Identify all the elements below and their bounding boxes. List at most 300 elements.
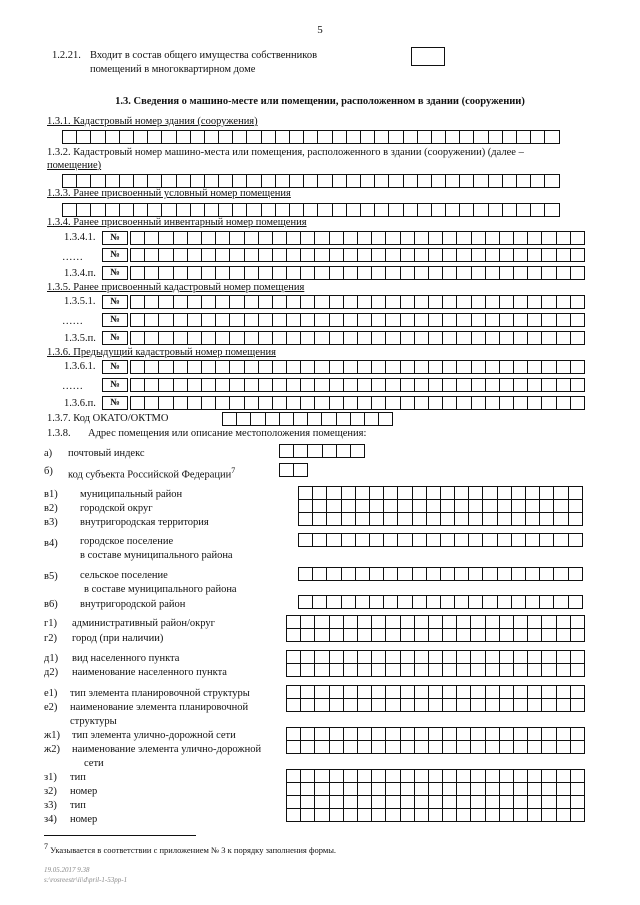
input-cell[interactable] bbox=[204, 203, 219, 217]
input-cell[interactable] bbox=[456, 685, 471, 699]
input-cell[interactable] bbox=[357, 663, 372, 677]
input-cell[interactable] bbox=[300, 740, 315, 754]
input-cell[interactable] bbox=[456, 769, 471, 783]
input-cell[interactable] bbox=[541, 769, 556, 783]
input-cell[interactable] bbox=[556, 685, 571, 699]
input-cell[interactable] bbox=[539, 512, 554, 526]
input-cell[interactable] bbox=[314, 266, 329, 280]
input-cell[interactable] bbox=[516, 174, 531, 188]
input-cell[interactable] bbox=[286, 769, 301, 783]
input-cell[interactable] bbox=[485, 663, 500, 677]
input-cell[interactable] bbox=[414, 727, 429, 741]
input-cell[interactable] bbox=[272, 360, 287, 374]
input-cell[interactable] bbox=[454, 567, 469, 581]
input-cell[interactable] bbox=[456, 266, 471, 280]
input-cell[interactable] bbox=[556, 663, 571, 677]
input-cell[interactable] bbox=[570, 313, 585, 327]
input-cell[interactable] bbox=[357, 615, 372, 629]
input-cell[interactable] bbox=[400, 769, 415, 783]
input-cell[interactable] bbox=[414, 266, 429, 280]
input-cell[interactable] bbox=[400, 795, 415, 809]
inventory-number-mid-grid[interactable] bbox=[102, 248, 585, 262]
input-cell[interactable] bbox=[329, 396, 344, 410]
input-cell[interactable] bbox=[428, 378, 443, 392]
input-cell[interactable] bbox=[553, 533, 568, 547]
input-cell[interactable] bbox=[556, 650, 571, 664]
input-cell[interactable] bbox=[286, 231, 301, 245]
input-cell[interactable] bbox=[513, 396, 528, 410]
input-cell[interactable] bbox=[388, 130, 403, 144]
input-cell[interactable] bbox=[343, 740, 358, 754]
input-cell[interactable] bbox=[336, 412, 351, 426]
input-cell[interactable] bbox=[385, 650, 400, 664]
settlement-type-grid[interactable] bbox=[286, 650, 585, 664]
input-cell[interactable] bbox=[485, 313, 500, 327]
input-cell[interactable] bbox=[497, 595, 512, 609]
input-cell[interactable] bbox=[400, 727, 415, 741]
input-cell[interactable] bbox=[314, 396, 329, 410]
input-cell[interactable] bbox=[440, 486, 455, 500]
input-cell[interactable] bbox=[400, 331, 415, 345]
input-cell[interactable] bbox=[570, 248, 585, 262]
input-cell[interactable] bbox=[300, 295, 315, 309]
input-cell[interactable] bbox=[62, 130, 77, 144]
input-cell[interactable] bbox=[76, 130, 91, 144]
input-cell[interactable] bbox=[456, 331, 471, 345]
input-cell[interactable] bbox=[144, 378, 159, 392]
input-cell[interactable] bbox=[511, 595, 526, 609]
input-cell[interactable] bbox=[355, 595, 370, 609]
input-cell[interactable] bbox=[360, 130, 375, 144]
input-cell[interactable] bbox=[513, 231, 528, 245]
input-cell[interactable] bbox=[442, 628, 457, 642]
input-cell[interactable] bbox=[400, 378, 415, 392]
input-cell[interactable] bbox=[222, 412, 237, 426]
input-cell[interactable] bbox=[556, 295, 571, 309]
input-cell[interactable] bbox=[329, 266, 344, 280]
input-cell[interactable] bbox=[527, 331, 542, 345]
input-cell[interactable] bbox=[300, 615, 315, 629]
input-cell[interactable] bbox=[499, 782, 514, 796]
input-cell[interactable] bbox=[279, 444, 294, 458]
input-cell[interactable] bbox=[144, 231, 159, 245]
input-cell[interactable] bbox=[513, 615, 528, 629]
input-cell[interactable] bbox=[485, 795, 500, 809]
input-cell[interactable] bbox=[232, 174, 247, 188]
input-cell[interactable] bbox=[431, 203, 446, 217]
input-cell[interactable] bbox=[187, 231, 202, 245]
input-cell[interactable] bbox=[442, 727, 457, 741]
input-cell[interactable] bbox=[158, 378, 173, 392]
input-cell[interactable] bbox=[502, 130, 517, 144]
input-cell[interactable] bbox=[161, 174, 176, 188]
input-cell[interactable] bbox=[556, 769, 571, 783]
input-cell[interactable] bbox=[516, 130, 531, 144]
input-cell[interactable] bbox=[90, 130, 105, 144]
input-cell[interactable] bbox=[412, 512, 427, 526]
input-cell[interactable] bbox=[414, 615, 429, 629]
input-cell[interactable] bbox=[329, 727, 344, 741]
input-cell[interactable] bbox=[513, 331, 528, 345]
input-cell[interactable] bbox=[161, 130, 176, 144]
input-cell[interactable] bbox=[355, 512, 370, 526]
input-cell[interactable] bbox=[133, 174, 148, 188]
input-cell[interactable] bbox=[130, 295, 145, 309]
input-cell[interactable] bbox=[385, 615, 400, 629]
input-cell[interactable] bbox=[556, 360, 571, 374]
input-cell[interactable] bbox=[300, 266, 315, 280]
input-cell[interactable] bbox=[527, 313, 542, 327]
input-cell[interactable] bbox=[314, 740, 329, 754]
input-cell[interactable] bbox=[369, 512, 384, 526]
input-cell[interactable] bbox=[397, 533, 412, 547]
input-cell[interactable] bbox=[527, 360, 542, 374]
input-cell[interactable] bbox=[541, 782, 556, 796]
input-cell[interactable] bbox=[133, 130, 148, 144]
input-cell[interactable] bbox=[482, 486, 497, 500]
input-cell[interactable] bbox=[371, 396, 386, 410]
input-cell[interactable] bbox=[314, 360, 329, 374]
input-cell[interactable] bbox=[244, 396, 259, 410]
input-cell[interactable] bbox=[298, 567, 313, 581]
input-cell[interactable] bbox=[513, 808, 528, 822]
input-cell[interactable] bbox=[414, 795, 429, 809]
input-cell[interactable] bbox=[314, 313, 329, 327]
input-cell[interactable] bbox=[314, 782, 329, 796]
input-cell[interactable] bbox=[428, 266, 443, 280]
input-cell[interactable] bbox=[511, 499, 526, 513]
input-cell[interactable] bbox=[246, 130, 261, 144]
input-cell[interactable] bbox=[383, 486, 398, 500]
input-cell[interactable] bbox=[289, 174, 304, 188]
input-cell[interactable] bbox=[511, 533, 526, 547]
input-cell[interactable] bbox=[456, 396, 471, 410]
input-cell[interactable] bbox=[130, 248, 145, 262]
input-cell[interactable] bbox=[513, 727, 528, 741]
input-cell[interactable] bbox=[355, 533, 370, 547]
municipal-grid-2[interactable] bbox=[298, 499, 583, 513]
input-cell[interactable] bbox=[371, 769, 386, 783]
item-1-2-21-checkbox[interactable] bbox=[411, 47, 445, 66]
input-cell[interactable] bbox=[261, 203, 276, 217]
input-cell[interactable] bbox=[456, 782, 471, 796]
input-cell[interactable] bbox=[541, 615, 556, 629]
input-cell[interactable] bbox=[286, 650, 301, 664]
input-cell[interactable] bbox=[488, 203, 503, 217]
input-cell[interactable] bbox=[570, 378, 585, 392]
input-cell[interactable] bbox=[314, 727, 329, 741]
input-cell[interactable] bbox=[300, 628, 315, 642]
input-cell[interactable] bbox=[570, 628, 585, 642]
input-cell[interactable] bbox=[470, 663, 485, 677]
input-cell[interactable] bbox=[454, 512, 469, 526]
input-cell[interactable] bbox=[539, 533, 554, 547]
input-cell[interactable] bbox=[470, 795, 485, 809]
input-cell[interactable] bbox=[265, 412, 280, 426]
input-cell[interactable] bbox=[286, 740, 301, 754]
input-cell[interactable] bbox=[357, 769, 372, 783]
input-cell[interactable] bbox=[130, 360, 145, 374]
previous-cadastral-n-grid[interactable] bbox=[102, 396, 585, 410]
input-cell[interactable] bbox=[258, 313, 273, 327]
input-cell[interactable] bbox=[147, 174, 162, 188]
input-cell[interactable] bbox=[470, 740, 485, 754]
input-cell[interactable] bbox=[350, 444, 365, 458]
input-cell[interactable] bbox=[385, 685, 400, 699]
input-cell[interactable] bbox=[385, 396, 400, 410]
input-cell[interactable] bbox=[326, 533, 341, 547]
input-cell[interactable] bbox=[286, 782, 301, 796]
input-cell[interactable] bbox=[357, 698, 372, 712]
input-cell[interactable] bbox=[556, 740, 571, 754]
input-cell[interactable] bbox=[357, 782, 372, 796]
input-cell[interactable] bbox=[355, 567, 370, 581]
input-cell[interactable] bbox=[355, 486, 370, 500]
input-cell[interactable] bbox=[497, 567, 512, 581]
input-cell[interactable] bbox=[258, 295, 273, 309]
input-cell[interactable] bbox=[541, 248, 556, 262]
input-cell[interactable] bbox=[570, 396, 585, 410]
input-cell[interactable] bbox=[161, 203, 176, 217]
input-cell[interactable] bbox=[385, 295, 400, 309]
input-cell[interactable] bbox=[428, 615, 443, 629]
input-cell[interactable] bbox=[307, 412, 322, 426]
input-cell[interactable] bbox=[426, 499, 441, 513]
input-cell[interactable] bbox=[246, 203, 261, 217]
input-cell[interactable] bbox=[201, 295, 216, 309]
input-cell[interactable] bbox=[332, 203, 347, 217]
input-cell[interactable] bbox=[357, 727, 372, 741]
input-cell[interactable] bbox=[400, 313, 415, 327]
input-cell[interactable] bbox=[201, 266, 216, 280]
input-cell[interactable] bbox=[499, 769, 514, 783]
input-cell[interactable] bbox=[470, 782, 485, 796]
input-cell[interactable] bbox=[468, 499, 483, 513]
input-cell[interactable] bbox=[485, 769, 500, 783]
input-cell[interactable] bbox=[173, 396, 188, 410]
input-cell[interactable] bbox=[300, 727, 315, 741]
input-cell[interactable] bbox=[144, 248, 159, 262]
input-cell[interactable] bbox=[541, 313, 556, 327]
input-cell[interactable] bbox=[244, 231, 259, 245]
input-cell[interactable] bbox=[400, 266, 415, 280]
input-cell[interactable] bbox=[341, 512, 356, 526]
input-cell[interactable] bbox=[428, 650, 443, 664]
input-cell[interactable] bbox=[499, 795, 514, 809]
input-cell[interactable] bbox=[300, 663, 315, 677]
input-cell[interactable] bbox=[556, 727, 571, 741]
input-cell[interactable] bbox=[568, 533, 583, 547]
input-cell[interactable] bbox=[173, 331, 188, 345]
input-cell[interactable] bbox=[454, 499, 469, 513]
input-cell[interactable] bbox=[119, 130, 134, 144]
input-cell[interactable] bbox=[525, 595, 540, 609]
input-cell[interactable] bbox=[470, 685, 485, 699]
input-cell[interactable] bbox=[343, 378, 358, 392]
input-cell[interactable] bbox=[326, 567, 341, 581]
input-cell[interactable] bbox=[442, 795, 457, 809]
input-cell[interactable] bbox=[190, 130, 205, 144]
input-cell[interactable] bbox=[473, 130, 488, 144]
input-cell[interactable] bbox=[357, 808, 372, 822]
input-cell[interactable] bbox=[412, 486, 427, 500]
input-cell[interactable] bbox=[343, 727, 358, 741]
input-cell[interactable] bbox=[329, 615, 344, 629]
input-cell[interactable] bbox=[286, 248, 301, 262]
input-cell[interactable] bbox=[357, 295, 372, 309]
input-cell[interactable] bbox=[300, 231, 315, 245]
input-cell[interactable] bbox=[485, 360, 500, 374]
input-cell[interactable] bbox=[440, 595, 455, 609]
input-cell[interactable] bbox=[286, 698, 301, 712]
input-cell[interactable] bbox=[570, 685, 585, 699]
input-cell[interactable] bbox=[215, 266, 230, 280]
input-cell[interactable] bbox=[371, 663, 386, 677]
input-cell[interactable] bbox=[482, 499, 497, 513]
input-cell[interactable] bbox=[105, 174, 120, 188]
input-cell[interactable] bbox=[527, 266, 542, 280]
input-cell[interactable] bbox=[568, 499, 583, 513]
input-cell[interactable] bbox=[426, 533, 441, 547]
input-cell[interactable] bbox=[187, 396, 202, 410]
input-cell[interactable] bbox=[329, 650, 344, 664]
input-cell[interactable] bbox=[341, 486, 356, 500]
inventory-number-1-grid[interactable] bbox=[102, 231, 585, 245]
input-cell[interactable] bbox=[314, 650, 329, 664]
input-cell[interactable] bbox=[314, 231, 329, 245]
input-cell[interactable] bbox=[499, 231, 514, 245]
input-cell[interactable] bbox=[343, 331, 358, 345]
input-cell[interactable] bbox=[229, 313, 244, 327]
input-cell[interactable] bbox=[275, 130, 290, 144]
input-cell[interactable] bbox=[556, 615, 571, 629]
input-cell[interactable] bbox=[130, 331, 145, 345]
input-cell[interactable] bbox=[133, 203, 148, 217]
input-cell[interactable] bbox=[442, 663, 457, 677]
input-cell[interactable] bbox=[488, 130, 503, 144]
input-cell[interactable] bbox=[293, 412, 308, 426]
input-cell[interactable] bbox=[513, 663, 528, 677]
input-cell[interactable] bbox=[485, 740, 500, 754]
input-cell[interactable] bbox=[426, 486, 441, 500]
input-cell[interactable] bbox=[414, 663, 429, 677]
input-cell[interactable] bbox=[570, 663, 585, 677]
input-cell[interactable] bbox=[229, 360, 244, 374]
input-cell[interactable] bbox=[570, 231, 585, 245]
prev-cadastral-mid-grid[interactable] bbox=[102, 313, 585, 327]
input-cell[interactable] bbox=[343, 248, 358, 262]
input-cell[interactable] bbox=[541, 808, 556, 822]
input-cell[interactable] bbox=[173, 231, 188, 245]
input-cell[interactable] bbox=[385, 782, 400, 796]
input-cell[interactable] bbox=[414, 628, 429, 642]
input-cell[interactable] bbox=[513, 628, 528, 642]
input-cell[interactable] bbox=[485, 685, 500, 699]
input-cell[interactable] bbox=[314, 663, 329, 677]
planning-element-name-grid[interactable] bbox=[286, 698, 585, 712]
input-cell[interactable] bbox=[497, 533, 512, 547]
input-cell[interactable] bbox=[312, 595, 327, 609]
input-cell[interactable] bbox=[414, 378, 429, 392]
input-cell[interactable] bbox=[173, 295, 188, 309]
input-cell[interactable] bbox=[293, 463, 308, 477]
input-cell[interactable] bbox=[76, 174, 91, 188]
input-cell[interactable] bbox=[541, 231, 556, 245]
input-cell[interactable] bbox=[527, 769, 542, 783]
input-cell[interactable] bbox=[400, 808, 415, 822]
input-cell[interactable] bbox=[570, 615, 585, 629]
input-cell[interactable] bbox=[286, 360, 301, 374]
input-cell[interactable] bbox=[312, 512, 327, 526]
input-cell[interactable] bbox=[570, 808, 585, 822]
input-cell[interactable] bbox=[173, 378, 188, 392]
input-cell[interactable] bbox=[187, 266, 202, 280]
input-cell[interactable] bbox=[190, 203, 205, 217]
input-cell[interactable] bbox=[541, 628, 556, 642]
input-cell[interactable] bbox=[568, 512, 583, 526]
input-cell[interactable] bbox=[76, 203, 91, 217]
input-cell[interactable] bbox=[527, 698, 542, 712]
input-cell[interactable] bbox=[431, 174, 446, 188]
input-cell[interactable] bbox=[568, 567, 583, 581]
input-cell[interactable] bbox=[357, 628, 372, 642]
input-cell[interactable] bbox=[147, 203, 162, 217]
input-cell[interactable] bbox=[158, 266, 173, 280]
input-cell[interactable] bbox=[215, 378, 230, 392]
planning-element-type-grid[interactable] bbox=[286, 685, 585, 699]
input-cell[interactable] bbox=[442, 378, 457, 392]
input-cell[interactable] bbox=[371, 795, 386, 809]
input-cell[interactable] bbox=[187, 313, 202, 327]
previous-cadastral-mid-grid[interactable] bbox=[102, 378, 585, 392]
input-cell[interactable] bbox=[329, 295, 344, 309]
input-cell[interactable] bbox=[218, 174, 233, 188]
building-number-1-grid[interactable] bbox=[286, 782, 585, 796]
input-cell[interactable] bbox=[414, 782, 429, 796]
input-cell[interactable] bbox=[321, 412, 336, 426]
input-cell[interactable] bbox=[343, 628, 358, 642]
input-cell[interactable] bbox=[414, 769, 429, 783]
input-cell[interactable] bbox=[471, 248, 486, 262]
input-cell[interactable] bbox=[570, 295, 585, 309]
input-cell[interactable] bbox=[428, 628, 443, 642]
input-cell[interactable] bbox=[470, 650, 485, 664]
input-cell[interactable] bbox=[215, 248, 230, 262]
previous-cadastral-1-grid[interactable] bbox=[102, 360, 585, 374]
input-cell[interactable] bbox=[513, 795, 528, 809]
input-cell[interactable] bbox=[346, 174, 361, 188]
input-cell[interactable] bbox=[414, 650, 429, 664]
input-cell[interactable] bbox=[502, 203, 517, 217]
input-cell[interactable] bbox=[499, 378, 514, 392]
input-cell[interactable] bbox=[286, 628, 301, 642]
input-cell[interactable] bbox=[541, 360, 556, 374]
input-cell[interactable] bbox=[173, 313, 188, 327]
input-cell[interactable] bbox=[312, 533, 327, 547]
input-cell[interactable] bbox=[303, 203, 318, 217]
input-cell[interactable] bbox=[527, 295, 542, 309]
input-cell[interactable] bbox=[428, 295, 443, 309]
input-cell[interactable] bbox=[312, 486, 327, 500]
input-cell[interactable] bbox=[482, 567, 497, 581]
input-cell[interactable] bbox=[511, 512, 526, 526]
municipal-grid-1[interactable] bbox=[298, 486, 583, 500]
input-cell[interactable] bbox=[513, 650, 528, 664]
input-cell[interactable] bbox=[428, 685, 443, 699]
input-cell[interactable] bbox=[403, 203, 418, 217]
inventory-number-n-grid[interactable] bbox=[102, 266, 585, 280]
input-cell[interactable] bbox=[300, 795, 315, 809]
